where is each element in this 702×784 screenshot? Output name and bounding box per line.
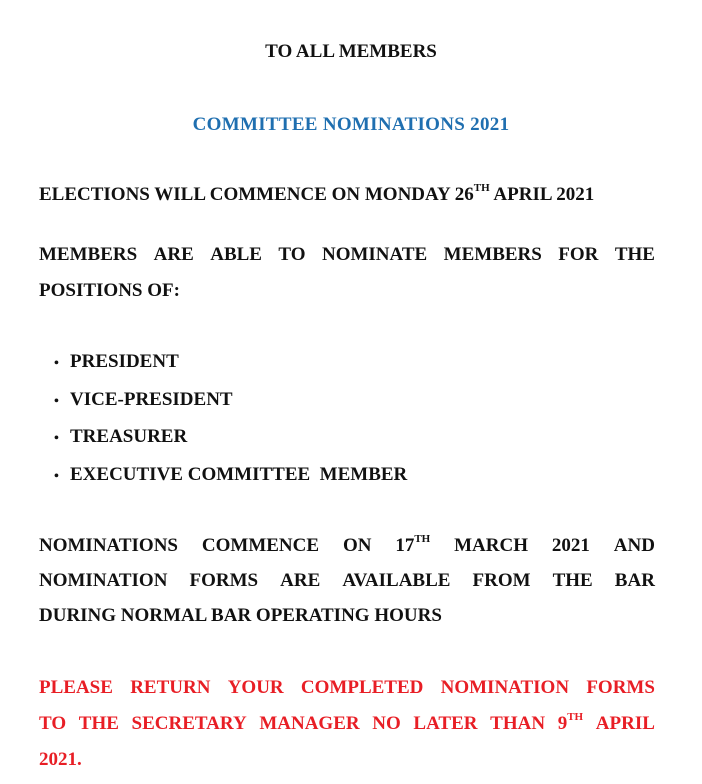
word: SECRETARY	[131, 713, 247, 734]
word: NOMINATION	[39, 570, 168, 591]
word: MEMBERS	[443, 244, 542, 265]
date-number: 9	[557, 713, 568, 734]
bullet-icon: •	[54, 469, 59, 484]
word: TO	[278, 244, 306, 265]
word: NOMINATE	[321, 244, 428, 265]
nominate-line-2: POSITIONS OF:	[39, 280, 180, 301]
word: ARE	[153, 244, 194, 265]
notice-subtitle: COMMITTEE NOMINATIONS 2021	[192, 114, 510, 135]
word: ARE	[280, 570, 321, 591]
word: YOUR	[227, 677, 284, 698]
word: MEMBERS	[39, 244, 138, 265]
word: FORMS	[189, 570, 259, 591]
elections-line	[39, 183, 655, 207]
word: FORMS	[586, 677, 655, 698]
bullet-icon: •	[54, 356, 59, 371]
word: FROM	[472, 570, 531, 591]
elections-text-after: APRIL 2021	[489, 184, 595, 205]
bullet-icon: •	[54, 394, 59, 409]
word: THAN	[490, 713, 546, 734]
date-suffix: TH	[567, 710, 584, 723]
position-list-item	[54, 463, 407, 489]
word: AND	[613, 535, 655, 556]
word: COMMENCE	[201, 535, 320, 556]
elections-date-suffix: TH	[473, 181, 490, 194]
return-line-2	[39, 712, 655, 736]
return-line-1	[39, 676, 655, 700]
word: THE	[78, 713, 119, 734]
nominations-date	[395, 534, 430, 558]
position-label: EXECUTIVE COMMITTEE MEMBER	[70, 464, 408, 485]
return-date	[558, 712, 583, 736]
word: NOMINATION	[440, 677, 570, 698]
position-list-item	[54, 388, 233, 414]
position-list-item	[54, 350, 179, 376]
word: MARCH	[454, 535, 529, 556]
word: AVAILABLE	[342, 570, 451, 591]
word: ABLE	[210, 244, 262, 265]
word: 2021	[551, 535, 590, 556]
word: PLEASE	[39, 677, 113, 698]
word: THE	[552, 570, 593, 591]
position-label: VICE-PRESIDENT	[70, 389, 233, 410]
word: TO	[39, 713, 67, 734]
position-label: PRESIDENT	[70, 351, 179, 372]
nominate-line-1	[39, 243, 655, 267]
word: NO	[372, 713, 401, 734]
word: THE	[614, 244, 655, 265]
elections-text-before: ELECTIONS WILL COMMENCE ON MONDAY 26	[39, 184, 474, 205]
position-label: TREASURER	[70, 426, 188, 447]
nominations-line-3: DURING NORMAL BAR OPERATING HOURS	[39, 605, 442, 626]
return-line-3: 2021.	[39, 749, 82, 770]
notice-title: TO ALL MEMBERS	[265, 41, 437, 62]
word: FOR	[558, 244, 599, 265]
word: RETURN	[130, 677, 211, 698]
bullet-icon: •	[54, 431, 59, 446]
word: MANAGER	[259, 713, 360, 734]
date-number: 17	[395, 535, 415, 556]
word: NOMINATIONS	[39, 535, 178, 556]
word: APRIL	[595, 713, 655, 734]
word: ON	[342, 535, 372, 556]
nominations-line-1	[39, 534, 655, 558]
word: COMPLETED	[300, 677, 424, 698]
word: LATER	[413, 713, 478, 734]
date-suffix: TH	[414, 532, 431, 545]
word: BAR	[614, 570, 655, 591]
nominations-line-2	[39, 569, 655, 593]
position-list-item	[54, 425, 187, 451]
